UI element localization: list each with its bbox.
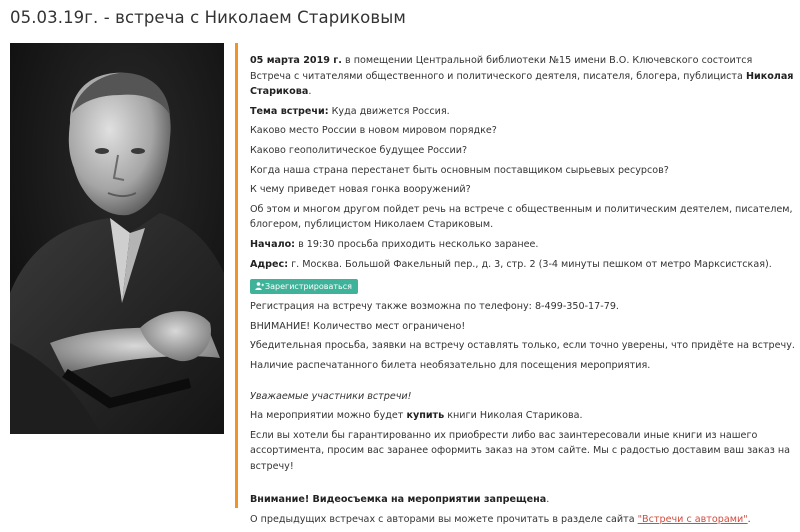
summary-paragraph: Об этом и многом другом пойдет речь на встрече с общественным и политическим деятелем, писателем, блогером, публицистом Николаем Стариковым. [250, 203, 793, 231]
phone-registration: Регистрация на встречу также возможна по телефону: 8-499-350-17-79. [250, 301, 619, 313]
author-name: Николая Старикова [250, 70, 794, 98]
event-date: 05 марта 2019 г. [250, 55, 342, 66]
buy-word: купить [406, 410, 445, 422]
topic-value: Куда движется Россия. [328, 105, 450, 117]
video-notice: Внимание! Видеосъемка на мероприятии запрещена. [250, 494, 550, 506]
author-meetings-link[interactable]: "Встречи с авторами" [637, 514, 748, 526]
start-value: в 19:30 просьба приходить несколько заранее. [295, 238, 539, 250]
books-paragraph: На мероприятии можно будет купить книги Николая Старикова. [250, 410, 583, 422]
register-button[interactable] [250, 279, 358, 294]
question-2: Каково геополитическое будущее России? [250, 144, 468, 156]
previous-meetings: О предыдущих встречах с авторами вы можете прочитать в разделе сайта "Встречи с авторами". [250, 514, 751, 526]
request-paragraph: Убедительная просьба, заявки на встречу оставлять только, если точно уверены, что придёте на встречу. [250, 340, 795, 352]
address-label: Адрес: [250, 258, 289, 270]
add-user-icon [255, 281, 264, 289]
author-photo [10, 43, 224, 434]
address-line [250, 257, 795, 273]
address-value: г. Москва. Большой Факельный пер., д. 3, стр. 2 (3-4 минуты пешком от метро Марксистская). [288, 258, 772, 270]
question-1: Каково место России в новом мировом порядке? [250, 125, 497, 137]
accent-divider [235, 43, 238, 508]
event-description [250, 53, 795, 532]
start-label: Начало: [250, 238, 296, 250]
register-button-label: Зарегистрироваться [265, 282, 352, 292]
page-title: 05.03.19г. - встреча с Николаем Стариковым [10, 8, 406, 27]
question-3: Когда наша страна перестанет быть основным поставщиком сырьевых ресурсов? [250, 164, 669, 176]
start-time-line [250, 237, 795, 253]
ticket-paragraph: Наличие распечатанного билета необязательно для посещения мероприятия. [250, 359, 651, 371]
seats-warning: ВНИМАНИЕ! Количество мест ограничено! [250, 320, 466, 332]
question-4: К чему приведет новая гонка вооружений? [250, 184, 471, 196]
intro-end: . [308, 86, 312, 98]
topic-line [250, 104, 795, 120]
topic-label: Тема встречи: [250, 105, 329, 117]
greeting: Уважаемые участники встречи! [250, 390, 412, 402]
order-paragraph: Если вы хотели бы гарантированно их приобрести либо вас заинтересовали иные книги из нашего ассортимента, просим вас заранее оформить заказ на этом сайте. Мы с радостью доставим ваш заказ на встречу! [250, 429, 791, 472]
intro-paragraph [250, 53, 795, 100]
intro-text: в помещении Центральной библиотеки №15 имени В.О. Ключевского состоится Встреча с читателями общественного и политического деятеля, писателя, блогера, публициста [250, 55, 753, 82]
